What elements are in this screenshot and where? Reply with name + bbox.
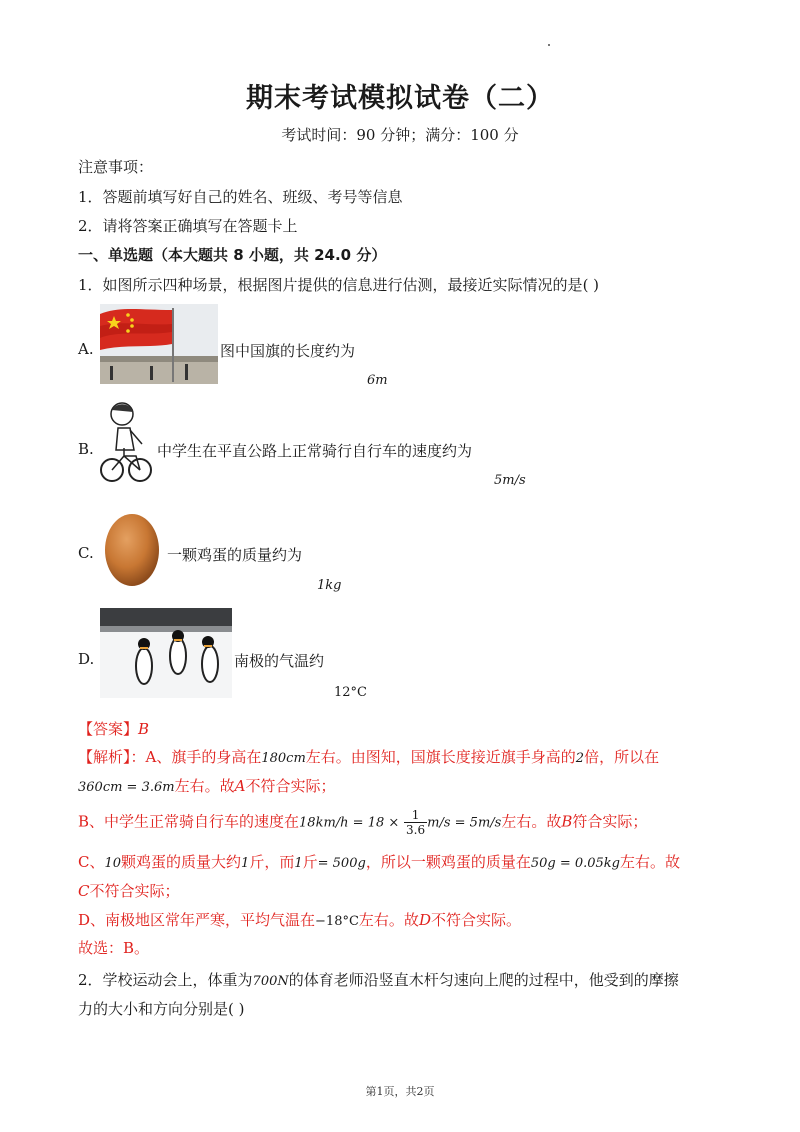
analysis-text: 斤 [302,853,318,871]
analysis-text: ，所以一颗鸡蛋的质量在 [365,853,531,871]
egg-image [102,510,162,588]
math-expression: −18°C [315,914,359,929]
answer-bracket: ( ) [228,1000,245,1018]
analysis-text: 左右。故 [620,853,681,871]
option-d-value: 12°C [334,685,367,700]
section-heading: 一、单选题（本大题共 8 小题，共 24.0 分） [78,246,387,264]
option-ref: D [418,911,431,929]
math-expression: 18km/h = 18 × [299,815,400,831]
fraction [404,808,427,837]
math-expression: 1 [241,856,250,871]
analysis-text: 不符合实际； [89,882,180,900]
analysis-text: 符合实际； [572,812,648,831]
math-expression: 360cm = 3.6m [78,780,175,795]
math-expression: = 500g [317,856,366,871]
answer-line [78,718,149,739]
analysis-text: ：A、旗手的身高在 [130,748,262,766]
analysis-d-line [78,909,521,930]
question-1-stem [78,274,599,295]
question-2-line-2 [78,998,245,1019]
math-expression: 50g = 0.05kg [530,856,620,871]
option-c-letter: C. [78,544,94,562]
analysis-text: B、中学生正常骑自行车的速度在 [78,812,300,831]
answer-label: 【答案】 [78,720,139,738]
math-expression: 700N [252,974,289,989]
notice-item-2: 2．请将答案正确填写在答题卡上 [78,217,298,235]
option-c-value: 1kg [317,578,342,593]
option-d-letter: D. [78,650,95,668]
analysis-text: 左右。故 [358,911,419,929]
penguins-image [100,608,232,698]
option-b-value: 5m/s [494,473,526,488]
answer-bracket: ( ) [582,276,600,294]
analysis-label: 【解析】 [78,748,131,766]
analysis-text: 不符合实际； [245,777,336,795]
option-a-value: 6m [367,373,388,388]
analysis-text: 左右。故 [501,812,562,831]
analysis-text: 左右。故 [174,777,235,795]
analysis-c-line-2 [78,880,180,901]
page-title: 期末考试模拟试卷（二） [246,83,554,114]
scan-dot [548,44,550,46]
notice-item-1: 1．答题前填写好自己的姓名、班级、考号等信息 [78,188,403,206]
math-expression: m/s = 5m/s [427,815,502,831]
option-d-text: 南极的气温约 [234,652,325,670]
analysis-c-line-1 [78,851,680,872]
exam-info: 考试时间：90 分钟；满分：100 分 [281,126,519,144]
option-a-text: 图中国旗的长度约为 [220,342,356,360]
analysis-text: 不符合实际。 [430,911,521,929]
fraction-denominator: 3.6 [406,823,426,837]
notice-heading: 注意事项： [78,158,154,176]
option-b-letter: B. [78,440,94,458]
option-ref: C [78,882,90,900]
question-2-line-1 [78,969,679,990]
analysis-text: 倍，所以在 [584,748,660,766]
analysis-text: 左右。由图知，国旗长度接近旗手身高的 [305,748,576,766]
answer-value: B [138,720,150,738]
cyclist-image [100,400,152,488]
flag-image [100,304,218,384]
option-ref: A [234,777,246,795]
question-2-text: 力的大小和方向分别是 [78,1000,229,1018]
analysis-a-line-2 [78,775,335,796]
analysis-text: 斤，而 [249,853,295,871]
analysis-a-line-1 [78,746,659,767]
math-expression: 10 [104,856,122,871]
option-b-text: 中学生在平直公路上正常骑行自行车的速度约为 [157,442,473,460]
fraction-numerator: 1 [404,808,427,823]
analysis-conclusion: 故选：B。 [78,939,150,957]
option-ref: B [561,812,573,831]
question-1-text: 1．如图所示四种场景，根据图片提供的信息进行估测，最接近实际情况的是 [78,276,583,294]
question-2-text: 的体育老师沿竖直木杆匀速向上爬的过程中，他受到的摩擦 [288,971,679,989]
analysis-text: 颗鸡蛋的质量大约 [121,853,242,871]
analysis-text: C、 [78,853,105,871]
math-expression: 180cm [261,751,306,766]
analysis-text: D、南极地区常年严寒，平均气温在 [78,911,316,929]
math-expression: 2 [575,751,585,766]
analysis-b-line [78,808,647,837]
option-a-letter: A. [78,340,94,358]
option-c-text: 一颗鸡蛋的质量约为 [167,546,303,564]
question-2-text: 2．学校运动会上，体重为 [78,971,253,989]
math-expression: 1 [294,856,303,871]
page-footer: 第1页，共2页 [365,1085,435,1098]
